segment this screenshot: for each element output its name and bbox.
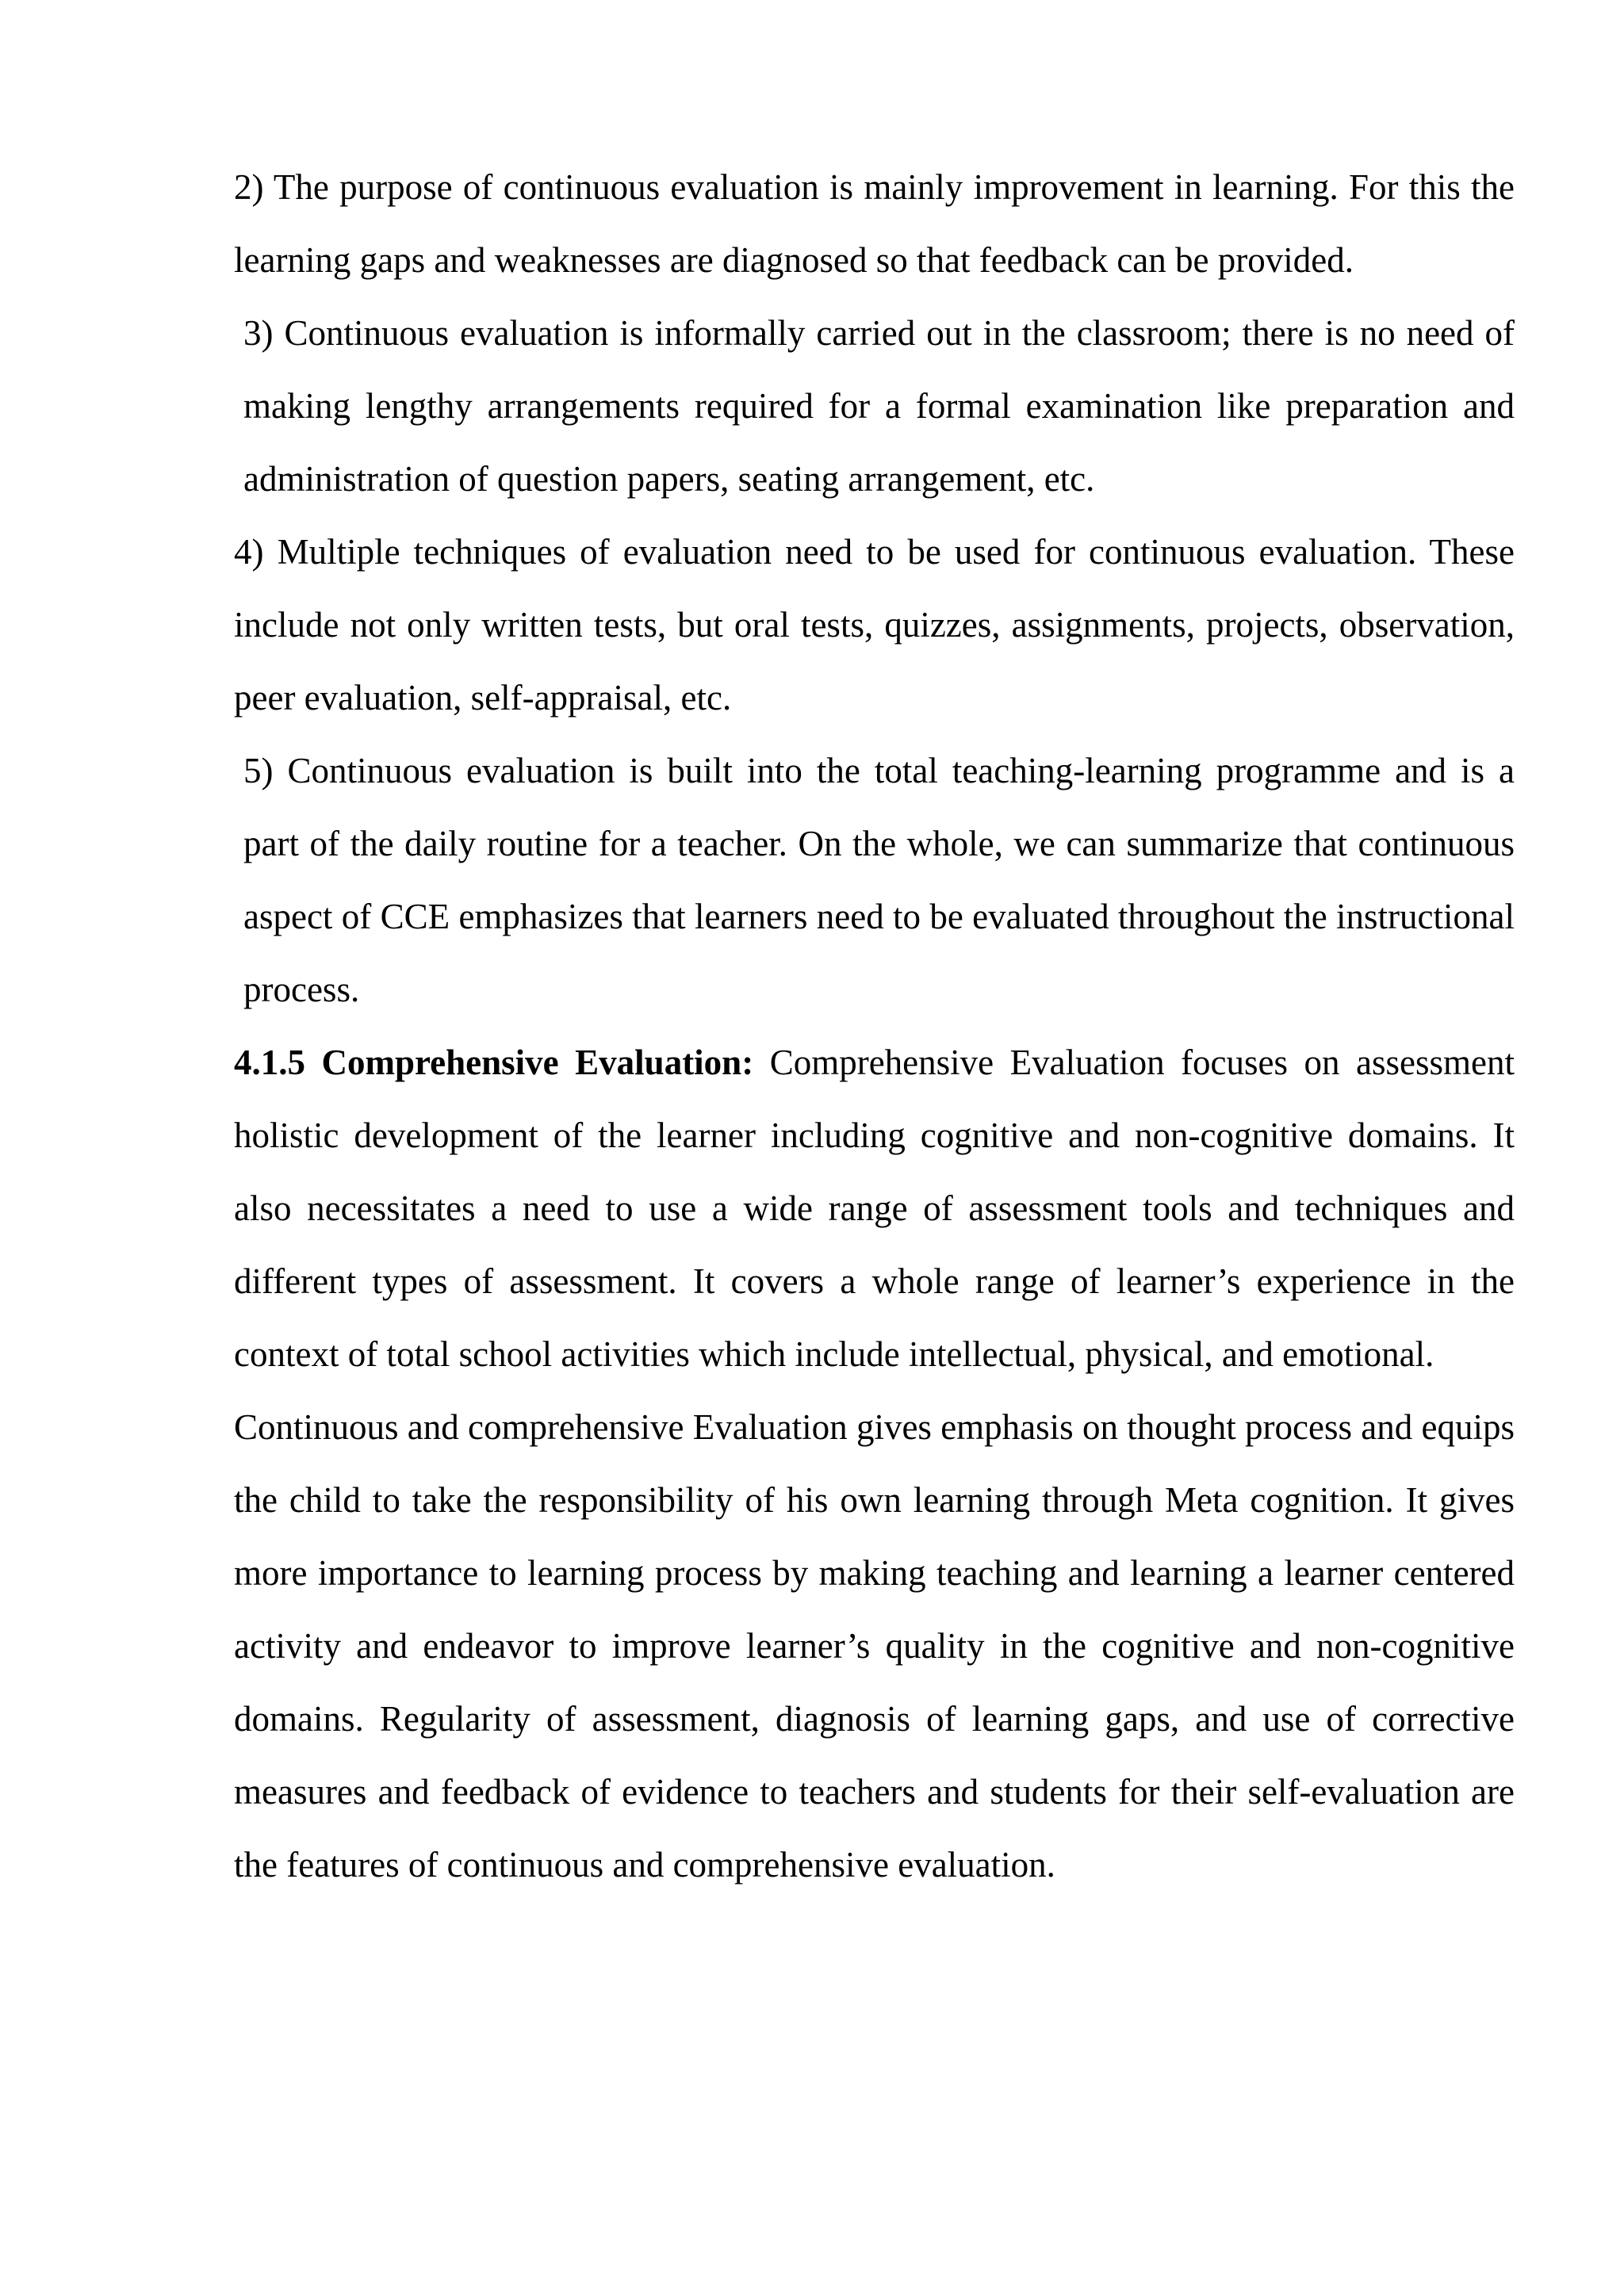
- point-5-paragraph: 5) Continuous evaluation is built into the total teaching-learning programme and is a part of the daily routine for a teacher. On the whole, we can summarize that continuous aspect of CCE emphasizes that learners need to be evaluated throughout the instructional process.: [243, 751, 1515, 1009]
- comprehensive-evaluation-paragraph: [234, 1026, 1515, 1391]
- section-body-text: Comprehensive Evaluation focuses on assessment holistic development of the learner including cognitive and non-cognitive domains. It also necessitates a need to use a wide range of assessment tools and techniques and different types of assessment. It covers a whole range of learner’s experience in the context of total school activities which include intellectual, physical, and emotional.: [234, 1043, 1515, 1374]
- document-page: [234, 151, 1515, 1901]
- closing-paragraph: Continuous and comprehensive Evaluation gives emphasis on thought process and equips the child to take the responsibility of his own learning through Meta cognition. It gives more importance to learning process by making teaching and learning a learner centered activity and endeavor to improve learner’s quality in the cognitive and non-cognitive domains. Regularity of assessment, diagnosis of learning gaps, and use of corrective measures and feedback of evidence to teachers and students for their self-evaluation are the features of continuous and comprehensive evaluation.: [234, 1407, 1515, 1885]
- section-heading: 4.1.5 Comprehensive Evaluation:: [234, 1043, 754, 1082]
- point-3-paragraph: 3) Continuous evaluation is informally carried out in the classroom; there is no need of making lengthy arrangements required for a formal examination like preparation and administration of question papers, seating arrangement, etc.: [243, 313, 1515, 499]
- point-4-paragraph: 4) Multiple techniques of evaluation need to be used for continuous evaluation. These include not only written tests, but oral tests, quizzes, assignments, projects, observation, peer evaluation, self-appraisal, etc.: [234, 532, 1515, 718]
- point-2-paragraph: 2) The purpose of continuous evaluation is mainly improvement in learning. For this the learning gaps and weaknesses are diagnosed so that feedback can be provided.: [234, 167, 1515, 280]
